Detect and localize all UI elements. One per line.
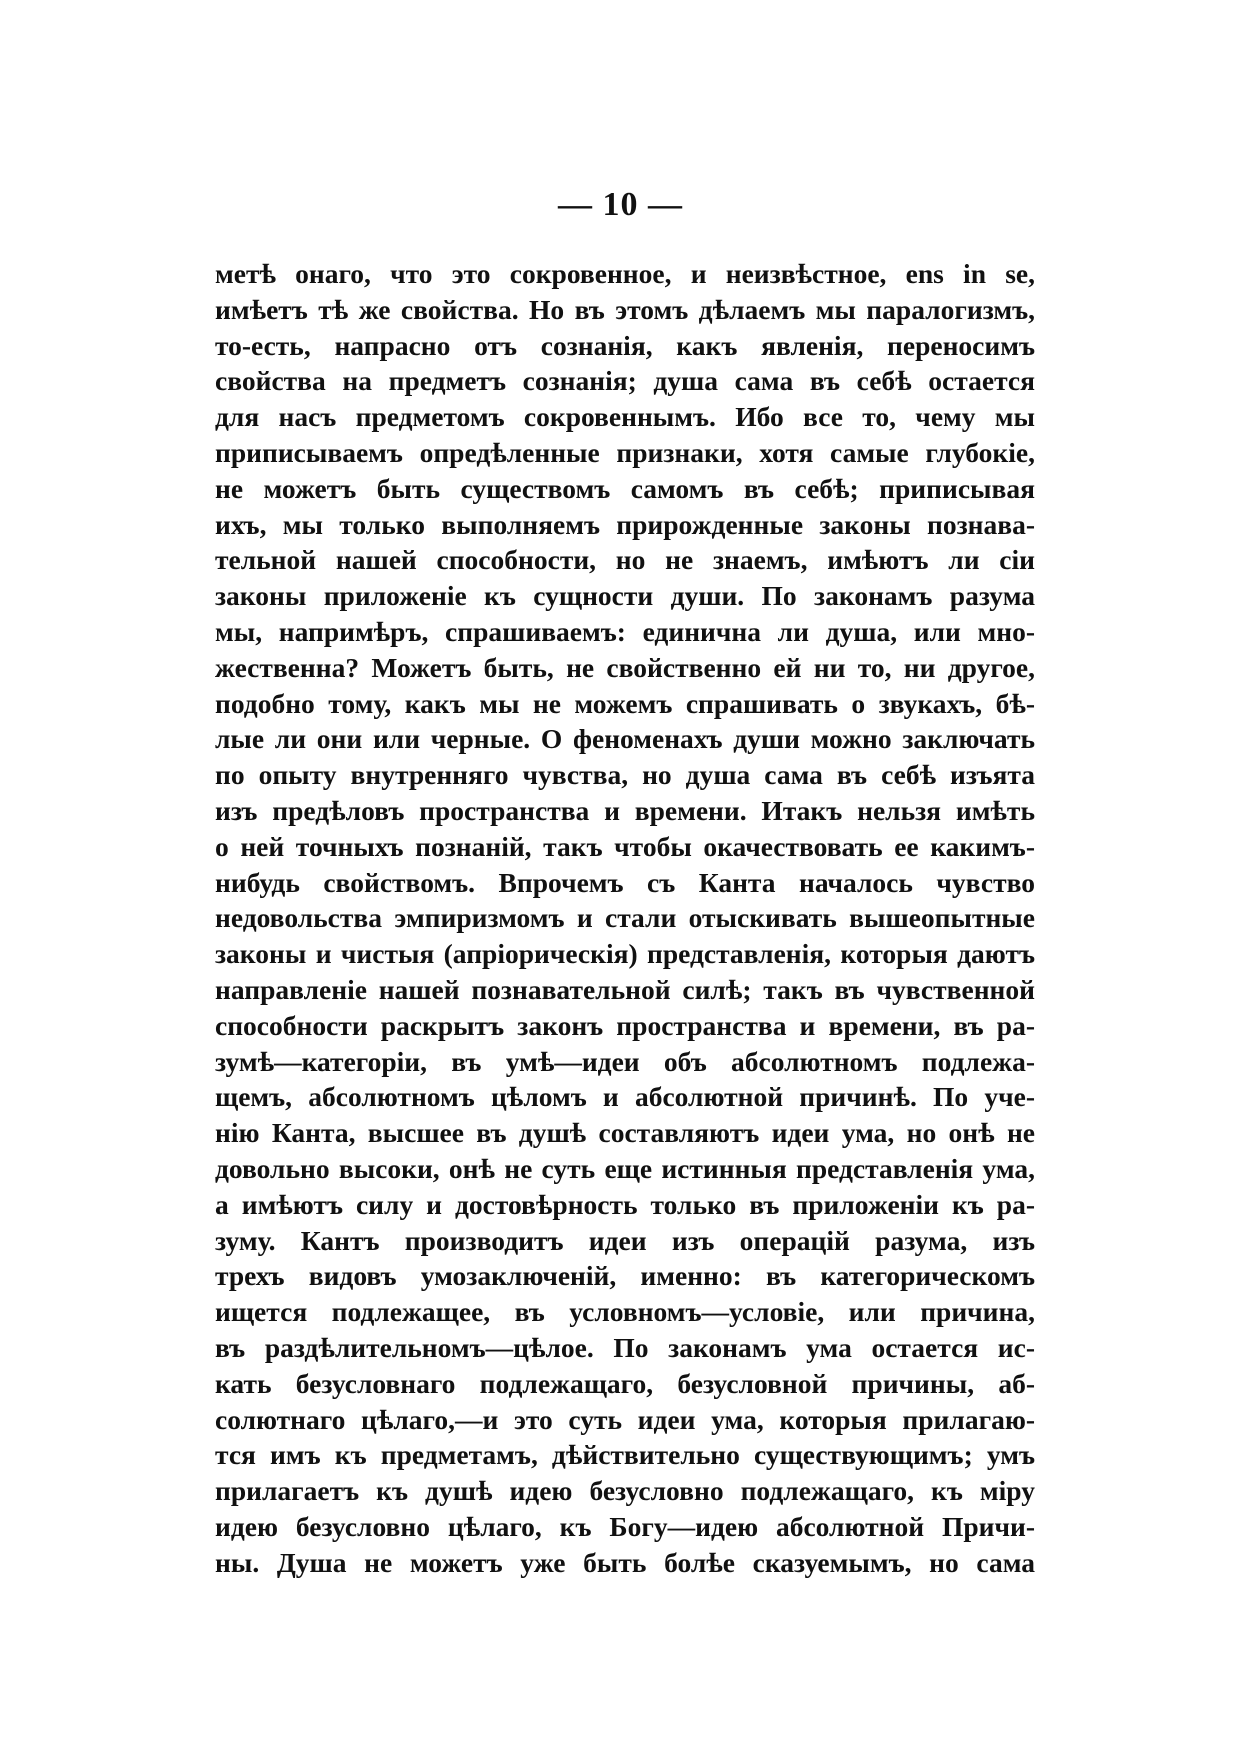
text-line: недовольства эмпиризмомъ и стали отыскивать вышеопытные bbox=[215, 902, 1035, 934]
text-line: ихъ, мы только выполняемъ прирожденные законы познава- bbox=[215, 508, 1035, 540]
text-line: идею безусловно цѣлаго, къ Богу—идею абсолютной Причи- bbox=[215, 1510, 1035, 1542]
text-line: тся имъ къ предметамъ, дѣйствительно существующимъ; умъ bbox=[215, 1439, 1035, 1471]
text-line: нибудь свойствомъ. Впрочемъ съ Канта началось чувство bbox=[215, 866, 1035, 898]
text-line: подобно тому, какъ мы не можемъ спрашивать о звукахъ, бѣ- bbox=[215, 687, 1035, 719]
text-line: не можетъ быть существомъ самомъ въ себѣ; приписывая bbox=[215, 472, 1035, 504]
text-line: кать безусловнаго подлежащаго, безусловной причины, аб- bbox=[215, 1367, 1035, 1399]
text-line: довольно высоки, онѣ не суть еще истинныя представленія ума, bbox=[215, 1152, 1035, 1184]
text-line: нію Канта, высшее въ душѣ составляютъ идеи ума, но онѣ не bbox=[215, 1117, 1035, 1149]
text-line: метѣ онаго, что это сокровенное, и неизвѣстное, ens in se, bbox=[215, 258, 1035, 289]
text-line: солютнаго цѣлаго,—и это суть идеи ума, которыя прилагаю- bbox=[215, 1403, 1035, 1435]
text-line: направленіе нашей познавательной силѣ; такъ въ чувственной bbox=[215, 973, 1035, 1005]
text-line: мы, напримѣръ, спрашиваемъ: единична ли душа, или мно- bbox=[215, 615, 1035, 647]
text-line: ищется подлежащее, въ условномъ—условіе, или причина, bbox=[215, 1296, 1035, 1328]
text-line: трехъ видовъ умозаключеній, именно: въ категорическомъ bbox=[215, 1260, 1035, 1292]
text-line: а имѣютъ силу и достовѣрность только въ приложеніи къ ра- bbox=[215, 1188, 1035, 1220]
text-line: зуму. Кантъ производитъ идеи изъ операцій разума, изъ bbox=[215, 1224, 1035, 1256]
text-line: свойства на предметъ сознанія; душа сама въ себѣ остается bbox=[215, 365, 1035, 397]
text-line: способности раскрытъ законъ пространства и времени, въ ра- bbox=[215, 1009, 1035, 1041]
text-line: о ней точныхъ познаній, такъ чтобы окачествовать ее какимъ- bbox=[215, 830, 1035, 862]
text-line: приписываемъ опредѣленные признаки, хотя самые глубокіе, bbox=[215, 436, 1035, 468]
text-line: изъ предѣловъ пространства и времени. Итакъ нельзя имѣть bbox=[215, 794, 1035, 826]
text-line: ны. Душа не можетъ уже быть болѣе сказуемымъ, но сама bbox=[215, 1546, 1035, 1578]
text-line: прилагаетъ къ душѣ идею безусловно подлежащаго, къ міру bbox=[215, 1475, 1035, 1507]
text-line: законы приложеніе къ сущности души. По законамъ разума bbox=[215, 580, 1035, 612]
text-line: по опыту внутренняго чувства, но душа сама въ себѣ изъята bbox=[215, 759, 1035, 791]
text-line: законы и чистыя (апріорическія) представленія, которыя даютъ bbox=[215, 938, 1035, 970]
text-line: тельной нашей способности, но не знаемъ, имѣютъ ли сіи bbox=[215, 544, 1035, 576]
text-line: въ раздѣлительномъ—цѣлое. По законамъ ума остается ис- bbox=[215, 1331, 1035, 1363]
page-number: — 10 — bbox=[558, 186, 683, 223]
text-line: для насъ предметомъ сокровеннымъ. Ибо все то, чему мы bbox=[215, 401, 1035, 433]
body-text bbox=[215, 256, 1035, 1580]
text-line: лые ли они или черные. О феноменахъ души можно заключать bbox=[215, 723, 1035, 755]
text-line: жественна? Можетъ быть, не свойственно ей ни то, ни другое, bbox=[215, 651, 1035, 683]
text-line: щемъ, абсолютномъ цѣломъ и абсолютной причинѣ. По уче- bbox=[215, 1081, 1035, 1113]
text-line: то-есть, напрасно отъ сознанія, какъ явленія, переносимъ bbox=[215, 329, 1035, 361]
text-line: имѣетъ тѣ же свойства. Но въ этомъ дѣлаемъ мы паралогизмъ, bbox=[215, 293, 1035, 325]
text-line: зумѣ—категоріи, въ умѣ—идеи объ абсолютномъ подлежа- bbox=[215, 1045, 1035, 1077]
